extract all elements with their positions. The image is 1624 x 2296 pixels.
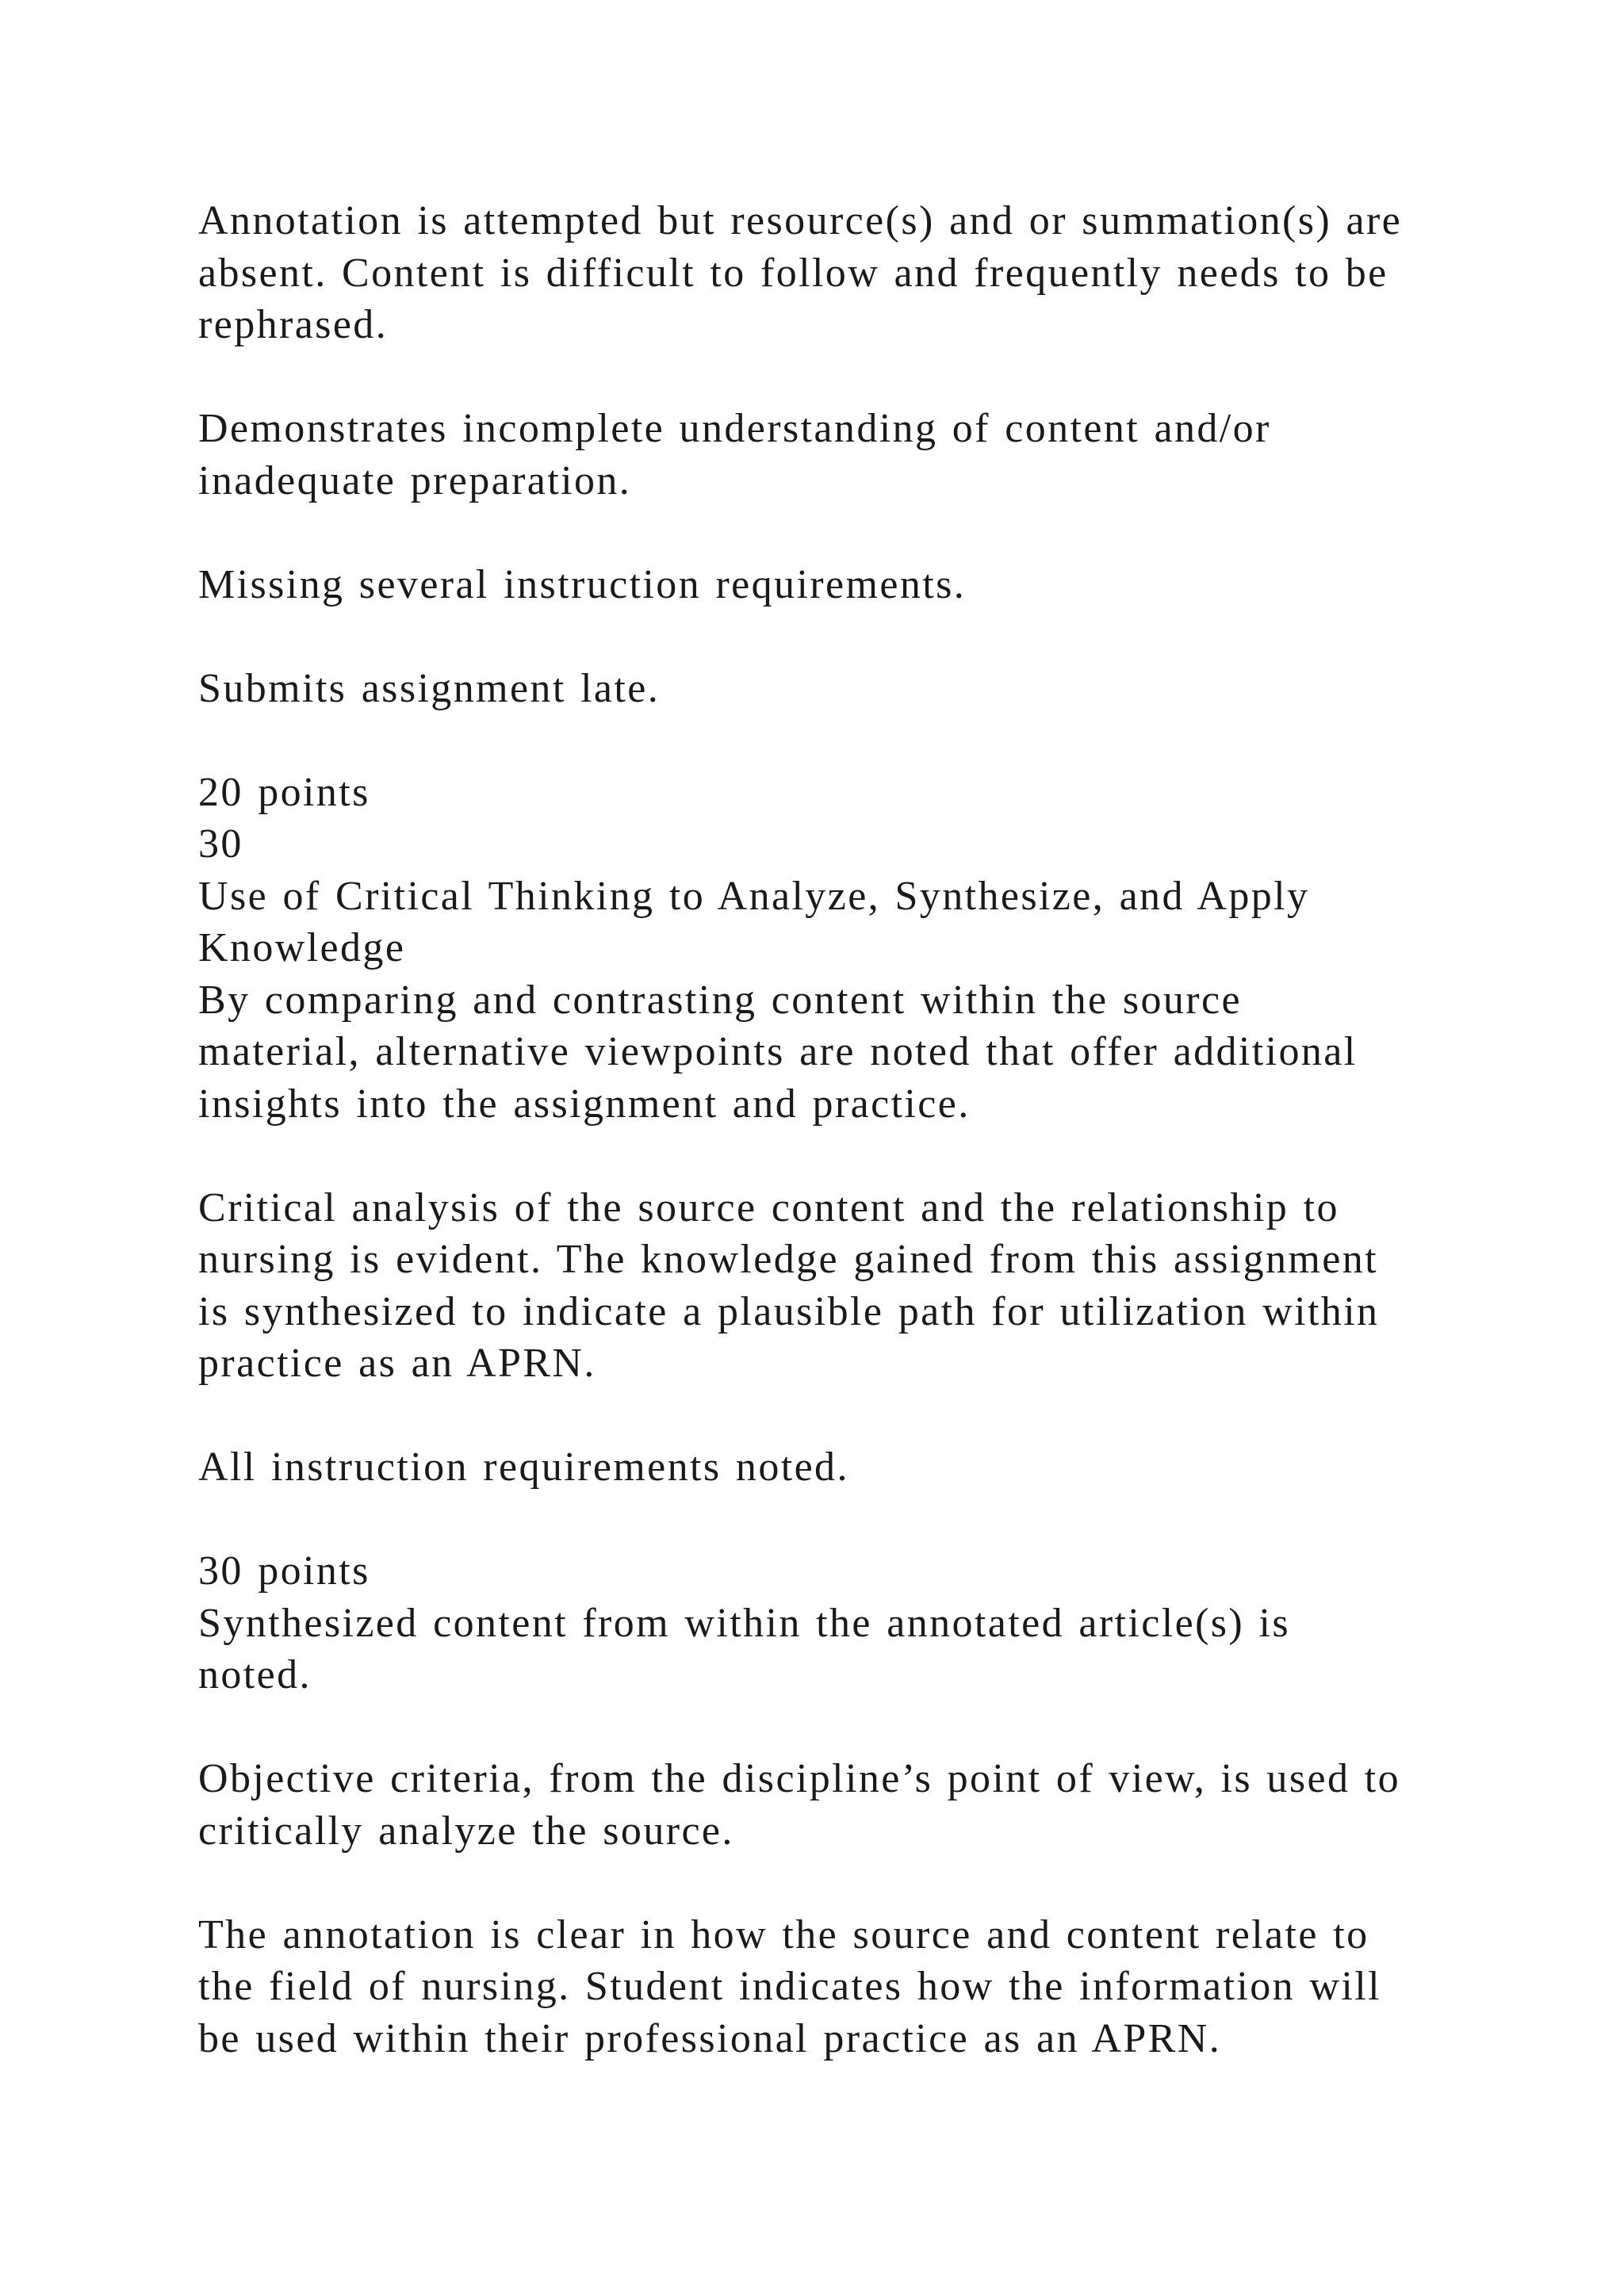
text-line: is synthesized to indicate a plausible path for utilization within [198, 1288, 1380, 1334]
document-body [198, 195, 1546, 2064]
paragraph-gap [198, 1494, 1546, 1546]
max-points-label: 30 [198, 821, 243, 867]
text-line: practice as an APRN. [198, 1341, 596, 1386]
text-line: All instruction requirements noted. [198, 1445, 849, 1490]
text-line: Critical analysis of the source content and the relationship to [198, 1184, 1339, 1230]
criterion-title: Use of Critical Thinking to Analyze, Synthesize, and Apply [198, 873, 1310, 919]
text-line: the field of nursing. Student indicates how the information will [198, 1964, 1381, 2009]
text-line: Objective criteria, from the discipline’s point of view, is used to [198, 1756, 1400, 1801]
text-line: nursing is evident. The knowledge gained from this assignment [198, 1237, 1378, 1282]
paragraph-gap [198, 1130, 1546, 1182]
text-line: critically analyze the source. [198, 1808, 734, 1854]
text-line: The annotation is clear in how the source and content relate to [198, 1911, 1369, 1957]
text-line: material, alternative viewpoints are noted that offer additional [198, 1029, 1358, 1074]
text-line: Demonstrates incomplete understanding of content and/or [198, 406, 1271, 451]
text-line: be used within their professional practice as an APRN. [198, 2015, 1222, 2061]
criterion-title: Knowledge [198, 925, 406, 970]
text-line: absent. Content is difficult to follow and frequently needs to be [198, 250, 1388, 296]
paragraph-gap [198, 507, 1546, 559]
paragraph-gap [198, 610, 1546, 663]
points-label: 20 points [198, 769, 370, 815]
text-line: Submits assignment late. [198, 665, 661, 711]
text-line: By comparing and contrasting content within the source [198, 977, 1242, 1023]
text-line: Synthesized content from within the annotated article(s) is [198, 1600, 1291, 1646]
points-label: 30 points [198, 1548, 370, 1594]
paragraph-gap [198, 714, 1546, 767]
paragraph-gap [198, 351, 1546, 404]
text-line: insights into the assignment and practice. [198, 1081, 971, 1127]
paragraph-gap [198, 1390, 1546, 1442]
text-line: rephrased. [198, 302, 389, 347]
paragraph-gap [198, 1857, 1546, 1909]
text-line: Annotation is attempted but resource(s) and or summation(s) are [198, 198, 1403, 243]
text-line: noted. [198, 1652, 312, 1697]
paragraph-gap [198, 1701, 1546, 1754]
text-line: inadequate preparation. [198, 457, 632, 503]
text-line: Missing several instruction requirements. [198, 561, 967, 607]
